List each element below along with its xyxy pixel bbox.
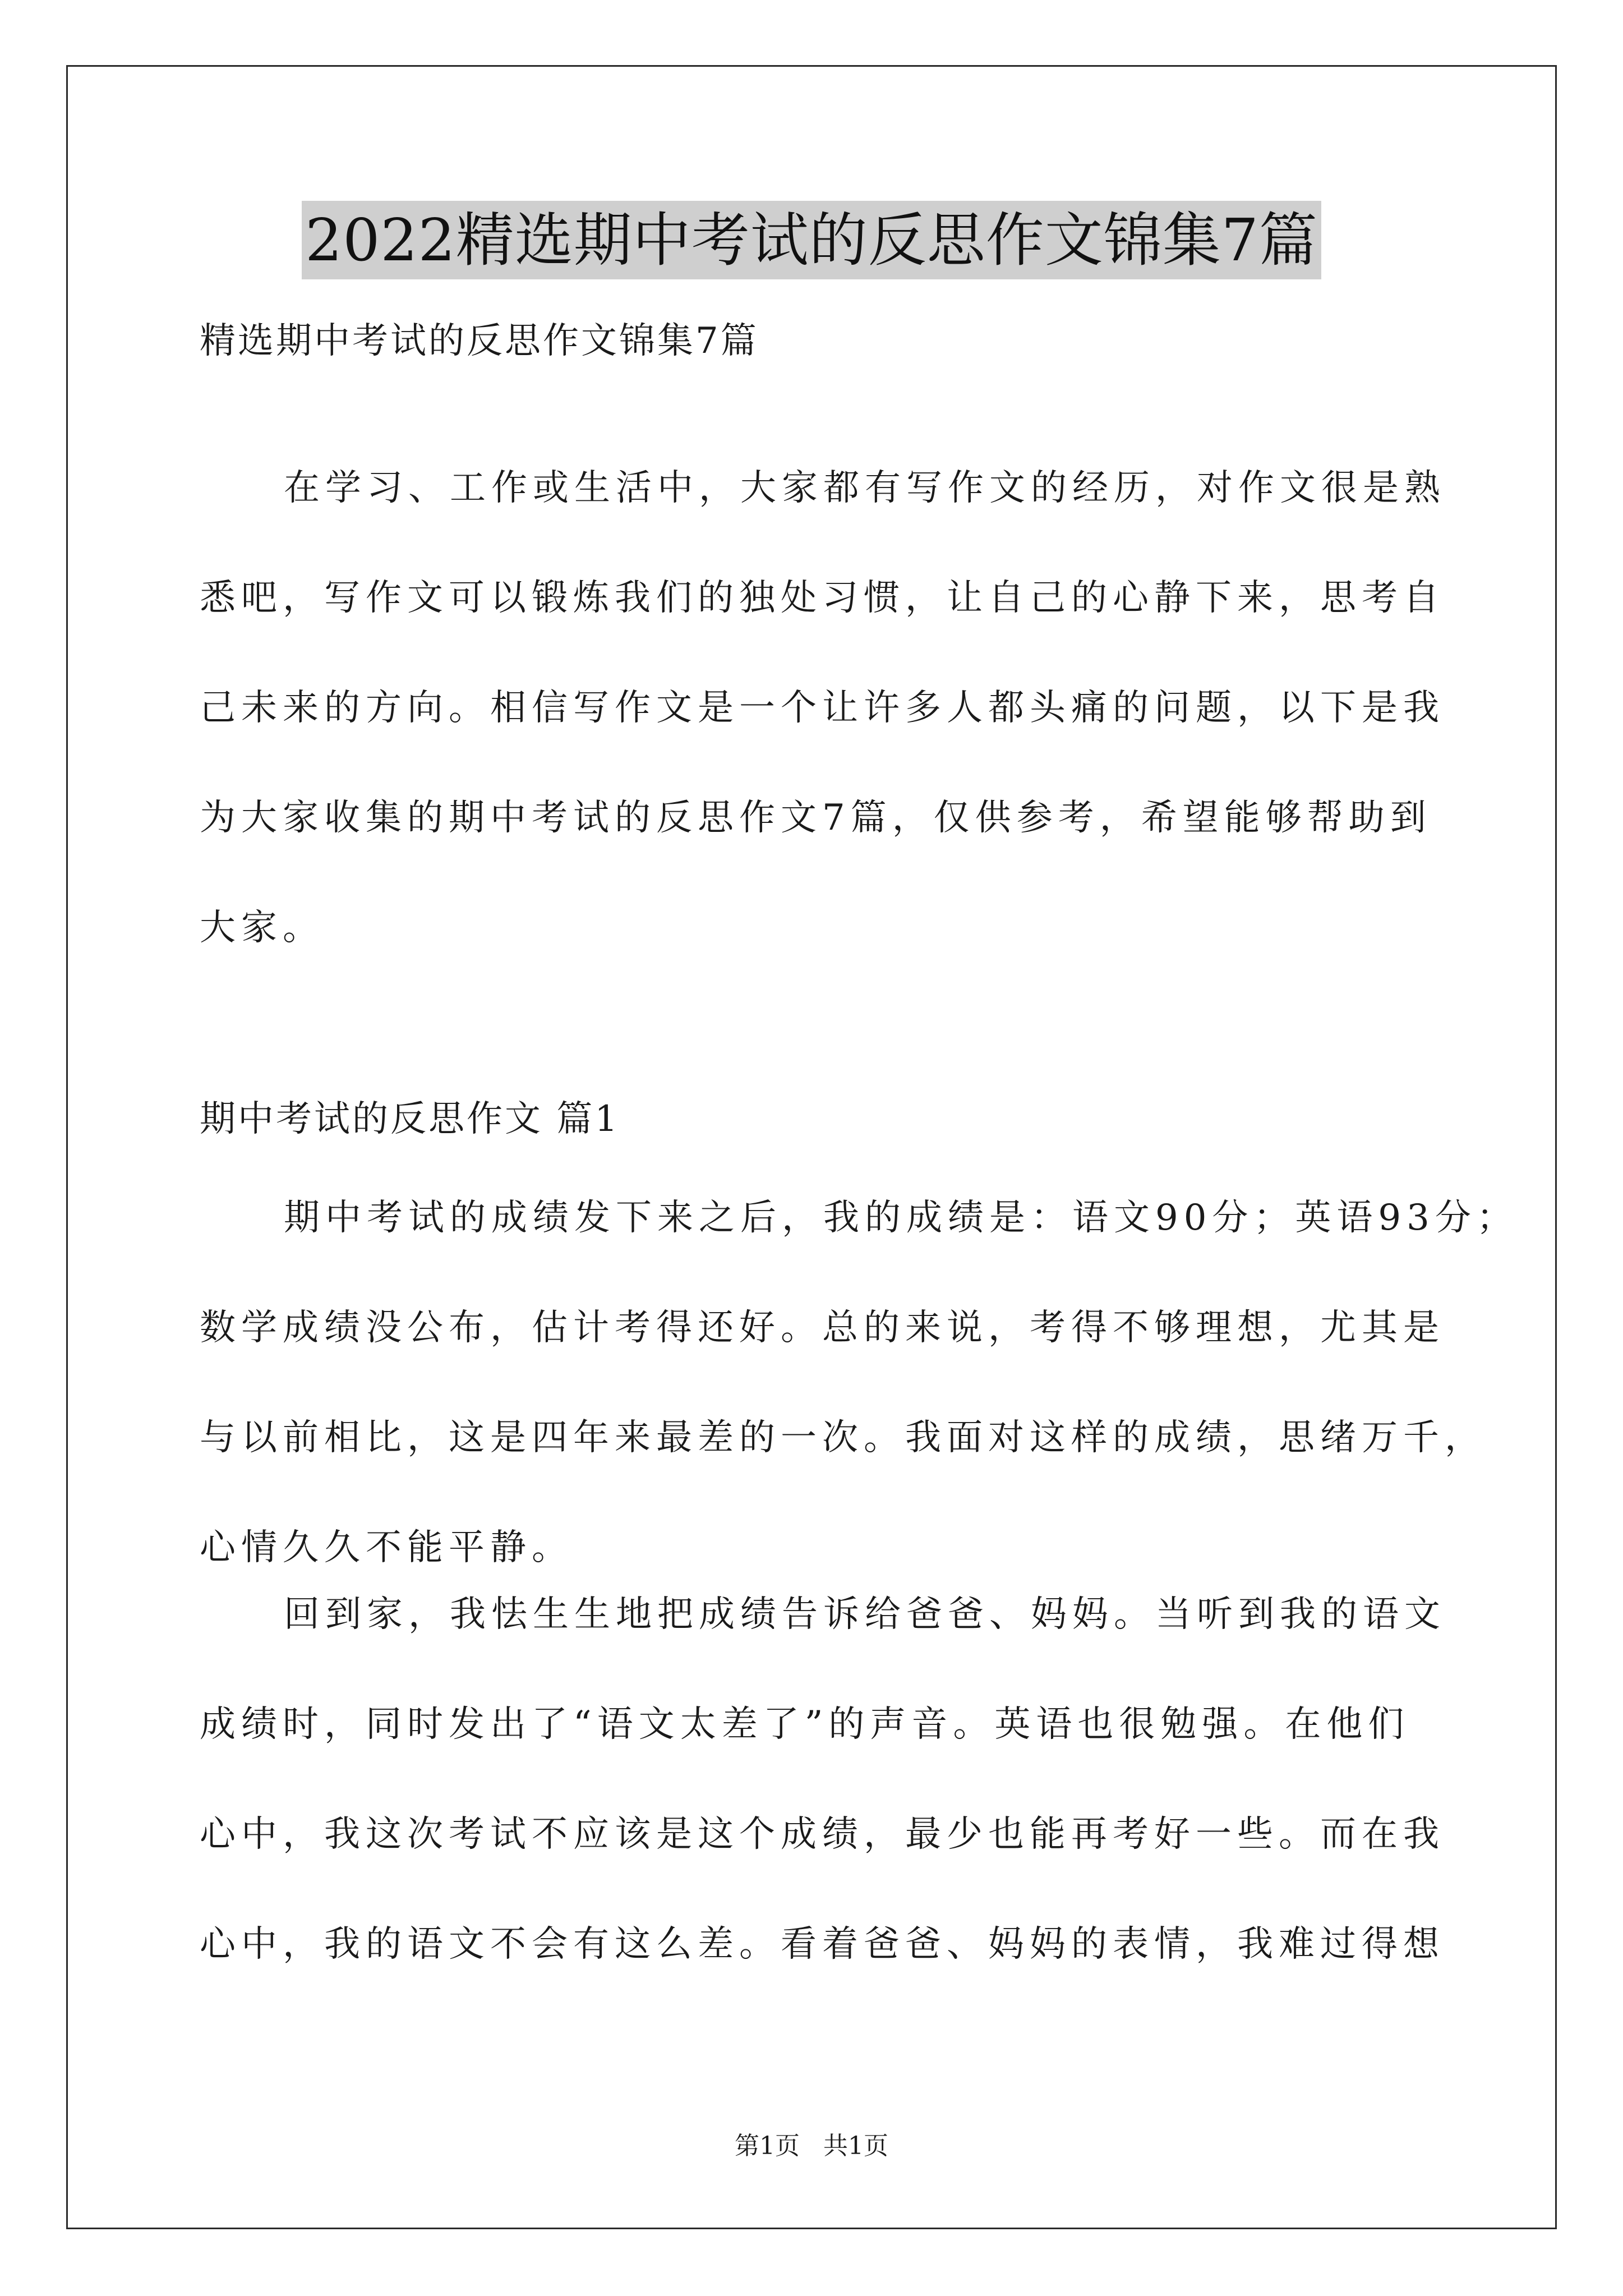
- document-title: 2022精选期中考试的反思作文锦集7篇: [302, 201, 1321, 279]
- page-footer: 第1页 共1页: [735, 2132, 888, 2160]
- paragraph-line: 数学成绩没公布，估计考得还好。总的来说，考得不够理想，尤其是: [200, 1307, 1445, 1349]
- section-heading: 期中考试的反思作文 篇1: [200, 1098, 620, 1140]
- paragraph-line: 心情久久不能平静。: [200, 1527, 573, 1568]
- paragraph-line: 为大家收集的期中考试的反思作文7篇，仅供参考，希望能够帮助到: [200, 797, 1432, 839]
- paragraph-line: 悉吧，写作文可以锻炼我们的独处习惯，让自己的心静下来，思考自: [200, 577, 1445, 619]
- paragraph-line: 期中考试的成绩发下来之后，我的成绩是：语文90分；英语93分；: [284, 1197, 1518, 1239]
- paragraph-line: 己未来的方向。相信写作文是一个让许多人都头痛的问题，以下是我: [200, 687, 1445, 729]
- paragraph-line: 成绩时，同时发出了“语文太差了”的声音。英语也很勉强。在他们: [200, 1704, 1410, 1745]
- paragraph-line: 与以前相比，这是四年来最差的一次。我面对这样的成绩，思绪万千，: [200, 1417, 1486, 1458]
- body-paragraph-1: [200, 1163, 1518, 1603]
- title-container: [0, 201, 1623, 279]
- paragraph-line: 大家。: [200, 907, 324, 949]
- document-subtitle: 精选期中考试的反思作文锦集7篇: [200, 320, 759, 362]
- paragraph-line: 心中，我的语文不会有这么差。看着爸爸、妈妈的表情，我难过得想: [200, 1924, 1445, 1965]
- paragraph-line: 在学习、工作或生活中，大家都有写作文的经历，对作文很是熟: [284, 467, 1446, 509]
- intro-paragraph: [200, 433, 1446, 983]
- body-paragraph-2: [200, 1559, 1446, 1999]
- paragraph-line: 回到家，我怯生生地把成绩告诉给爸爸、妈妈。当听到我的语文: [284, 1594, 1446, 1635]
- paragraph-line: 心中，我这次考试不应该是这个成绩，最少也能再考好一些。而在我: [200, 1814, 1445, 1855]
